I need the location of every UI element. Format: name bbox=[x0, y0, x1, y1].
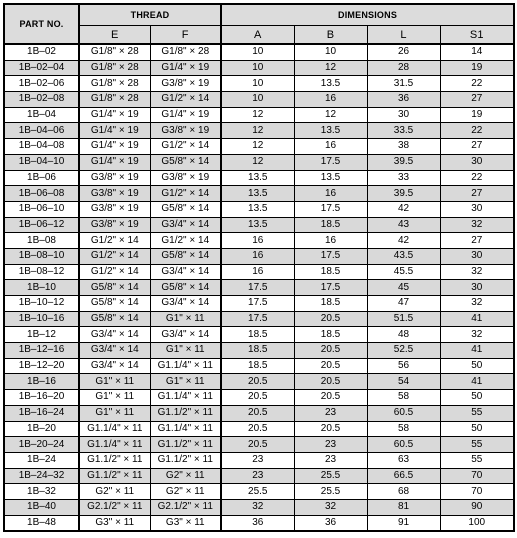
part-no-cell: 1B–12–20 bbox=[4, 358, 79, 374]
table-row bbox=[4, 484, 514, 500]
table-row bbox=[4, 170, 514, 186]
table-row bbox=[4, 76, 514, 92]
dim-b-cell: 20.5 bbox=[294, 374, 367, 390]
table-row bbox=[4, 233, 514, 249]
thread-e-cell: G3/8" × 19 bbox=[79, 217, 150, 233]
dim-a-cell: 20.5 bbox=[221, 374, 294, 390]
thread-f-cell: G2" × 11 bbox=[150, 484, 221, 500]
thread-e-cell: G3" × 11 bbox=[79, 515, 150, 531]
dim-l-cell: 54 bbox=[367, 374, 440, 390]
part-no-header: PART NO. bbox=[4, 4, 79, 44]
part-no-cell: 1B–02–06 bbox=[4, 76, 79, 92]
thread-f-cell: G2" × 11 bbox=[150, 468, 221, 484]
thread-e-cell: G1.1/4" × 11 bbox=[79, 437, 150, 453]
column-header-b: B bbox=[294, 26, 367, 45]
part-no-cell: 1B–04–08 bbox=[4, 139, 79, 155]
dim-l-cell: 33 bbox=[367, 170, 440, 186]
dim-a-cell: 25.5 bbox=[221, 484, 294, 500]
thread-f-cell: G1.1/4" × 11 bbox=[150, 421, 221, 437]
dim-a-cell: 16 bbox=[221, 248, 294, 264]
dim-a-cell: 20.5 bbox=[221, 437, 294, 453]
table-row bbox=[4, 374, 514, 390]
table-row bbox=[4, 421, 514, 437]
table-row bbox=[4, 139, 514, 155]
thread-f-cell: G3" × 11 bbox=[150, 515, 221, 531]
thread-f-cell: G1/2" × 14 bbox=[150, 139, 221, 155]
dim-l-cell: 26 bbox=[367, 44, 440, 60]
dim-l-cell: 30 bbox=[367, 107, 440, 123]
thread-e-cell: G3/8" × 19 bbox=[79, 201, 150, 217]
thread-e-cell: G1/8" × 28 bbox=[79, 60, 150, 76]
thread-e-cell: G1/2" × 14 bbox=[79, 248, 150, 264]
part-no-cell: 1B–08 bbox=[4, 233, 79, 249]
thread-f-cell: G3/8" × 19 bbox=[150, 76, 221, 92]
dim-l-cell: 31.5 bbox=[367, 76, 440, 92]
thread-f-cell: G5/8" × 14 bbox=[150, 201, 221, 217]
dim-l-cell: 91 bbox=[367, 515, 440, 531]
thread-e-cell: G1" × 11 bbox=[79, 390, 150, 406]
dim-l-cell: 60.5 bbox=[367, 437, 440, 453]
thread-f-cell: G3/8" × 19 bbox=[150, 123, 221, 139]
thread-f-cell: G1.1/2" × 11 bbox=[150, 437, 221, 453]
dim-s1-cell: 32 bbox=[440, 217, 514, 233]
dim-a-cell: 10 bbox=[221, 76, 294, 92]
thread-f-cell: G5/8" × 14 bbox=[150, 248, 221, 264]
part-no-cell: 1B–04 bbox=[4, 107, 79, 123]
dim-s1-cell: 50 bbox=[440, 358, 514, 374]
dim-s1-cell: 32 bbox=[440, 327, 514, 343]
thread-header: THREAD bbox=[79, 4, 221, 26]
part-no-cell: 1B–48 bbox=[4, 515, 79, 531]
table-row bbox=[4, 468, 514, 484]
thread-f-cell: G1.1/2" × 11 bbox=[150, 452, 221, 468]
dim-l-cell: 45.5 bbox=[367, 264, 440, 280]
dim-b-cell: 12 bbox=[294, 60, 367, 76]
thread-e-cell: G5/8" × 14 bbox=[79, 296, 150, 312]
part-no-cell: 1B–08–10 bbox=[4, 248, 79, 264]
thread-e-cell: G1" × 11 bbox=[79, 374, 150, 390]
column-header-l: L bbox=[367, 26, 440, 45]
dim-s1-cell: 100 bbox=[440, 515, 514, 531]
dim-b-cell: 20.5 bbox=[294, 358, 367, 374]
table-row bbox=[4, 60, 514, 76]
table-row bbox=[4, 358, 514, 374]
thread-f-cell: G1" × 11 bbox=[150, 374, 221, 390]
part-no-cell: 1B–20–24 bbox=[4, 437, 79, 453]
thread-f-cell: G1" × 11 bbox=[150, 311, 221, 327]
thread-e-cell: G1/8" × 28 bbox=[79, 76, 150, 92]
thread-e-cell: G1/8" × 28 bbox=[79, 44, 150, 60]
part-no-cell: 1B–10 bbox=[4, 280, 79, 296]
dim-s1-cell: 14 bbox=[440, 44, 514, 60]
thread-f-cell: G1" × 11 bbox=[150, 343, 221, 359]
dim-s1-cell: 50 bbox=[440, 421, 514, 437]
table-row bbox=[4, 390, 514, 406]
dim-s1-cell: 27 bbox=[440, 233, 514, 249]
thread-e-cell: G1/8" × 28 bbox=[79, 92, 150, 108]
thread-f-cell: G2.1/2" × 11 bbox=[150, 499, 221, 515]
dim-a-cell: 18.5 bbox=[221, 327, 294, 343]
dim-l-cell: 48 bbox=[367, 327, 440, 343]
dim-l-cell: 28 bbox=[367, 60, 440, 76]
dim-l-cell: 42 bbox=[367, 233, 440, 249]
part-no-cell: 1B–04–10 bbox=[4, 154, 79, 170]
dim-l-cell: 81 bbox=[367, 499, 440, 515]
part-no-cell: 1B–02–08 bbox=[4, 92, 79, 108]
dim-l-cell: 66.5 bbox=[367, 468, 440, 484]
column-header-e: E bbox=[79, 26, 150, 45]
thread-f-cell: G1.1/4" × 11 bbox=[150, 358, 221, 374]
table-row bbox=[4, 327, 514, 343]
dim-l-cell: 38 bbox=[367, 139, 440, 155]
table-row bbox=[4, 280, 514, 296]
part-no-cell: 1B–40 bbox=[4, 499, 79, 515]
table-row bbox=[4, 343, 514, 359]
dim-s1-cell: 41 bbox=[440, 343, 514, 359]
dim-b-cell: 13.5 bbox=[294, 123, 367, 139]
thread-e-cell: G5/8" × 14 bbox=[79, 311, 150, 327]
dim-l-cell: 52.5 bbox=[367, 343, 440, 359]
part-no-cell: 1B–06–12 bbox=[4, 217, 79, 233]
dim-a-cell: 36 bbox=[221, 515, 294, 531]
dim-b-cell: 17.5 bbox=[294, 201, 367, 217]
dim-s1-cell: 55 bbox=[440, 405, 514, 421]
thread-f-cell: G3/4" × 14 bbox=[150, 296, 221, 312]
dim-b-cell: 23 bbox=[294, 452, 367, 468]
part-no-cell: 1B–16–24 bbox=[4, 405, 79, 421]
dim-l-cell: 33.5 bbox=[367, 123, 440, 139]
dim-b-cell: 13.5 bbox=[294, 76, 367, 92]
dim-l-cell: 39.5 bbox=[367, 186, 440, 202]
dim-a-cell: 10 bbox=[221, 44, 294, 60]
table-row bbox=[4, 92, 514, 108]
dim-s1-cell: 41 bbox=[440, 311, 514, 327]
thread-f-cell: G5/8" × 14 bbox=[150, 280, 221, 296]
thread-f-cell: G3/4" × 14 bbox=[150, 327, 221, 343]
dim-a-cell: 10 bbox=[221, 92, 294, 108]
table-body bbox=[4, 44, 514, 531]
dim-s1-cell: 41 bbox=[440, 374, 514, 390]
dim-a-cell: 17.5 bbox=[221, 296, 294, 312]
part-no-cell: 1B–32 bbox=[4, 484, 79, 500]
table-row bbox=[4, 437, 514, 453]
dim-b-cell: 17.5 bbox=[294, 248, 367, 264]
thread-e-cell: G2.1/2" × 11 bbox=[79, 499, 150, 515]
part-no-cell: 1B–24–32 bbox=[4, 468, 79, 484]
thread-e-cell: G1/2" × 14 bbox=[79, 233, 150, 249]
part-no-cell: 1B–06 bbox=[4, 170, 79, 186]
dim-a-cell: 13.5 bbox=[221, 170, 294, 186]
thread-e-cell: G3/4" × 14 bbox=[79, 343, 150, 359]
part-no-cell: 1B–12 bbox=[4, 327, 79, 343]
dim-s1-cell: 50 bbox=[440, 390, 514, 406]
dim-b-cell: 16 bbox=[294, 233, 367, 249]
thread-f-cell: G1/2" × 14 bbox=[150, 186, 221, 202]
thread-e-cell: G1.1/2" × 11 bbox=[79, 468, 150, 484]
table-row bbox=[4, 296, 514, 312]
thread-e-cell: G3/8" × 19 bbox=[79, 186, 150, 202]
dim-s1-cell: 70 bbox=[440, 468, 514, 484]
part-no-cell: 1B–02 bbox=[4, 44, 79, 60]
dim-s1-cell: 27 bbox=[440, 92, 514, 108]
dim-s1-cell: 90 bbox=[440, 499, 514, 515]
dimensions-header: DIMENSIONS bbox=[221, 4, 514, 26]
dim-a-cell: 23 bbox=[221, 468, 294, 484]
part-no-cell: 1B–08–12 bbox=[4, 264, 79, 280]
thread-f-cell: G1/2" × 14 bbox=[150, 233, 221, 249]
thread-f-cell: G1/4" × 19 bbox=[150, 60, 221, 76]
dim-l-cell: 68 bbox=[367, 484, 440, 500]
dim-l-cell: 39.5 bbox=[367, 154, 440, 170]
dim-a-cell: 17.5 bbox=[221, 280, 294, 296]
column-header-s1: S1 bbox=[440, 26, 514, 45]
thread-e-cell: G1/4" × 19 bbox=[79, 154, 150, 170]
dim-b-cell: 16 bbox=[294, 92, 367, 108]
thread-f-cell: G1.1/4" × 11 bbox=[150, 390, 221, 406]
table-row bbox=[4, 264, 514, 280]
dim-a-cell: 12 bbox=[221, 154, 294, 170]
thread-f-cell: G3/4" × 14 bbox=[150, 264, 221, 280]
dim-b-cell: 18.5 bbox=[294, 327, 367, 343]
table-row bbox=[4, 201, 514, 217]
dim-s1-cell: 55 bbox=[440, 452, 514, 468]
dim-l-cell: 47 bbox=[367, 296, 440, 312]
dim-s1-cell: 27 bbox=[440, 139, 514, 155]
table-row bbox=[4, 186, 514, 202]
thread-f-cell: G1/8" × 28 bbox=[150, 44, 221, 60]
thread-f-cell: G1/2" × 14 bbox=[150, 92, 221, 108]
dim-a-cell: 17.5 bbox=[221, 311, 294, 327]
dim-l-cell: 42 bbox=[367, 201, 440, 217]
dim-s1-cell: 55 bbox=[440, 437, 514, 453]
dim-a-cell: 16 bbox=[221, 233, 294, 249]
thread-f-cell: G1.1/2" × 11 bbox=[150, 405, 221, 421]
dimensions-table bbox=[3, 3, 515, 532]
dim-a-cell: 12 bbox=[221, 139, 294, 155]
dim-a-cell: 23 bbox=[221, 452, 294, 468]
dim-b-cell: 20.5 bbox=[294, 421, 367, 437]
table-row bbox=[4, 311, 514, 327]
thread-f-cell: G3/4" × 14 bbox=[150, 217, 221, 233]
dim-s1-cell: 32 bbox=[440, 296, 514, 312]
table-row bbox=[4, 107, 514, 123]
dim-s1-cell: 27 bbox=[440, 186, 514, 202]
dim-s1-cell: 70 bbox=[440, 484, 514, 500]
thread-e-cell: G5/8" × 14 bbox=[79, 280, 150, 296]
dim-a-cell: 16 bbox=[221, 264, 294, 280]
dim-a-cell: 18.5 bbox=[221, 358, 294, 374]
thread-e-cell: G1.1/4" × 11 bbox=[79, 421, 150, 437]
dim-b-cell: 20.5 bbox=[294, 390, 367, 406]
dim-l-cell: 58 bbox=[367, 390, 440, 406]
part-no-cell: 1B–06–10 bbox=[4, 201, 79, 217]
dim-l-cell: 43 bbox=[367, 217, 440, 233]
dim-b-cell: 13.5 bbox=[294, 170, 367, 186]
dim-s1-cell: 22 bbox=[440, 123, 514, 139]
table-row bbox=[4, 452, 514, 468]
part-no-cell: 1B–16 bbox=[4, 374, 79, 390]
dim-a-cell: 20.5 bbox=[221, 421, 294, 437]
column-header-f: F bbox=[150, 26, 221, 45]
part-no-cell: 1B–10–16 bbox=[4, 311, 79, 327]
dim-b-cell: 23 bbox=[294, 437, 367, 453]
dim-b-cell: 16 bbox=[294, 186, 367, 202]
part-no-cell: 1B–06–08 bbox=[4, 186, 79, 202]
table-row bbox=[4, 515, 514, 531]
dim-a-cell: 12 bbox=[221, 107, 294, 123]
dim-s1-cell: 30 bbox=[440, 154, 514, 170]
dim-a-cell: 20.5 bbox=[221, 390, 294, 406]
dim-b-cell: 23 bbox=[294, 405, 367, 421]
dim-l-cell: 51.5 bbox=[367, 311, 440, 327]
dim-a-cell: 20.5 bbox=[221, 405, 294, 421]
dim-b-cell: 18.5 bbox=[294, 296, 367, 312]
part-no-cell: 1B–20 bbox=[4, 421, 79, 437]
dim-l-cell: 63 bbox=[367, 452, 440, 468]
thread-e-cell: G1/2" × 14 bbox=[79, 264, 150, 280]
thread-f-cell: G5/8" × 14 bbox=[150, 154, 221, 170]
table-row bbox=[4, 499, 514, 515]
part-no-cell: 1B–12–16 bbox=[4, 343, 79, 359]
dim-l-cell: 36 bbox=[367, 92, 440, 108]
dim-l-cell: 58 bbox=[367, 421, 440, 437]
dim-s1-cell: 19 bbox=[440, 60, 514, 76]
thread-e-cell: G3/8" × 19 bbox=[79, 170, 150, 186]
part-no-cell: 1B–02–04 bbox=[4, 60, 79, 76]
table-row bbox=[4, 405, 514, 421]
dim-a-cell: 13.5 bbox=[221, 217, 294, 233]
dim-b-cell: 18.5 bbox=[294, 217, 367, 233]
dim-b-cell: 25.5 bbox=[294, 484, 367, 500]
dim-b-cell: 17.5 bbox=[294, 280, 367, 296]
dim-b-cell: 20.5 bbox=[294, 343, 367, 359]
table-row bbox=[4, 217, 514, 233]
part-no-cell: 1B–04–06 bbox=[4, 123, 79, 139]
part-no-cell: 1B–10–12 bbox=[4, 296, 79, 312]
dim-a-cell: 13.5 bbox=[221, 186, 294, 202]
table-row bbox=[4, 123, 514, 139]
dim-s1-cell: 30 bbox=[440, 248, 514, 264]
dim-l-cell: 60.5 bbox=[367, 405, 440, 421]
table-row bbox=[4, 154, 514, 170]
dim-s1-cell: 30 bbox=[440, 280, 514, 296]
dim-s1-cell: 32 bbox=[440, 264, 514, 280]
dim-a-cell: 32 bbox=[221, 499, 294, 515]
thread-f-cell: G3/8" × 19 bbox=[150, 170, 221, 186]
column-header-a: A bbox=[221, 26, 294, 45]
thread-e-cell: G1/4" × 19 bbox=[79, 123, 150, 139]
dim-b-cell: 12 bbox=[294, 107, 367, 123]
dim-a-cell: 18.5 bbox=[221, 343, 294, 359]
thread-e-cell: G1/4" × 19 bbox=[79, 107, 150, 123]
table-row bbox=[4, 44, 514, 60]
thread-e-cell: G1" × 11 bbox=[79, 405, 150, 421]
dim-l-cell: 56 bbox=[367, 358, 440, 374]
dim-l-cell: 43.5 bbox=[367, 248, 440, 264]
thread-f-cell: G1/4" × 19 bbox=[150, 107, 221, 123]
thread-e-cell: G1/4" × 19 bbox=[79, 139, 150, 155]
dim-b-cell: 25.5 bbox=[294, 468, 367, 484]
dim-b-cell: 10 bbox=[294, 44, 367, 60]
thread-e-cell: G3/4" × 14 bbox=[79, 327, 150, 343]
thread-e-cell: G1.1/2" × 11 bbox=[79, 452, 150, 468]
thread-e-cell: G3/4" × 14 bbox=[79, 358, 150, 374]
dim-a-cell: 10 bbox=[221, 60, 294, 76]
thread-e-cell: G2" × 11 bbox=[79, 484, 150, 500]
part-no-cell: 1B–24 bbox=[4, 452, 79, 468]
dim-l-cell: 45 bbox=[367, 280, 440, 296]
dim-b-cell: 32 bbox=[294, 499, 367, 515]
table-row bbox=[4, 248, 514, 264]
dim-b-cell: 17.5 bbox=[294, 154, 367, 170]
dim-s1-cell: 30 bbox=[440, 201, 514, 217]
dim-s1-cell: 22 bbox=[440, 170, 514, 186]
dim-b-cell: 20.5 bbox=[294, 311, 367, 327]
dim-s1-cell: 22 bbox=[440, 76, 514, 92]
dim-b-cell: 36 bbox=[294, 515, 367, 531]
dim-b-cell: 16 bbox=[294, 139, 367, 155]
dim-a-cell: 13.5 bbox=[221, 201, 294, 217]
dim-a-cell: 12 bbox=[221, 123, 294, 139]
dim-b-cell: 18.5 bbox=[294, 264, 367, 280]
part-no-cell: 1B–16–20 bbox=[4, 390, 79, 406]
dim-s1-cell: 19 bbox=[440, 107, 514, 123]
